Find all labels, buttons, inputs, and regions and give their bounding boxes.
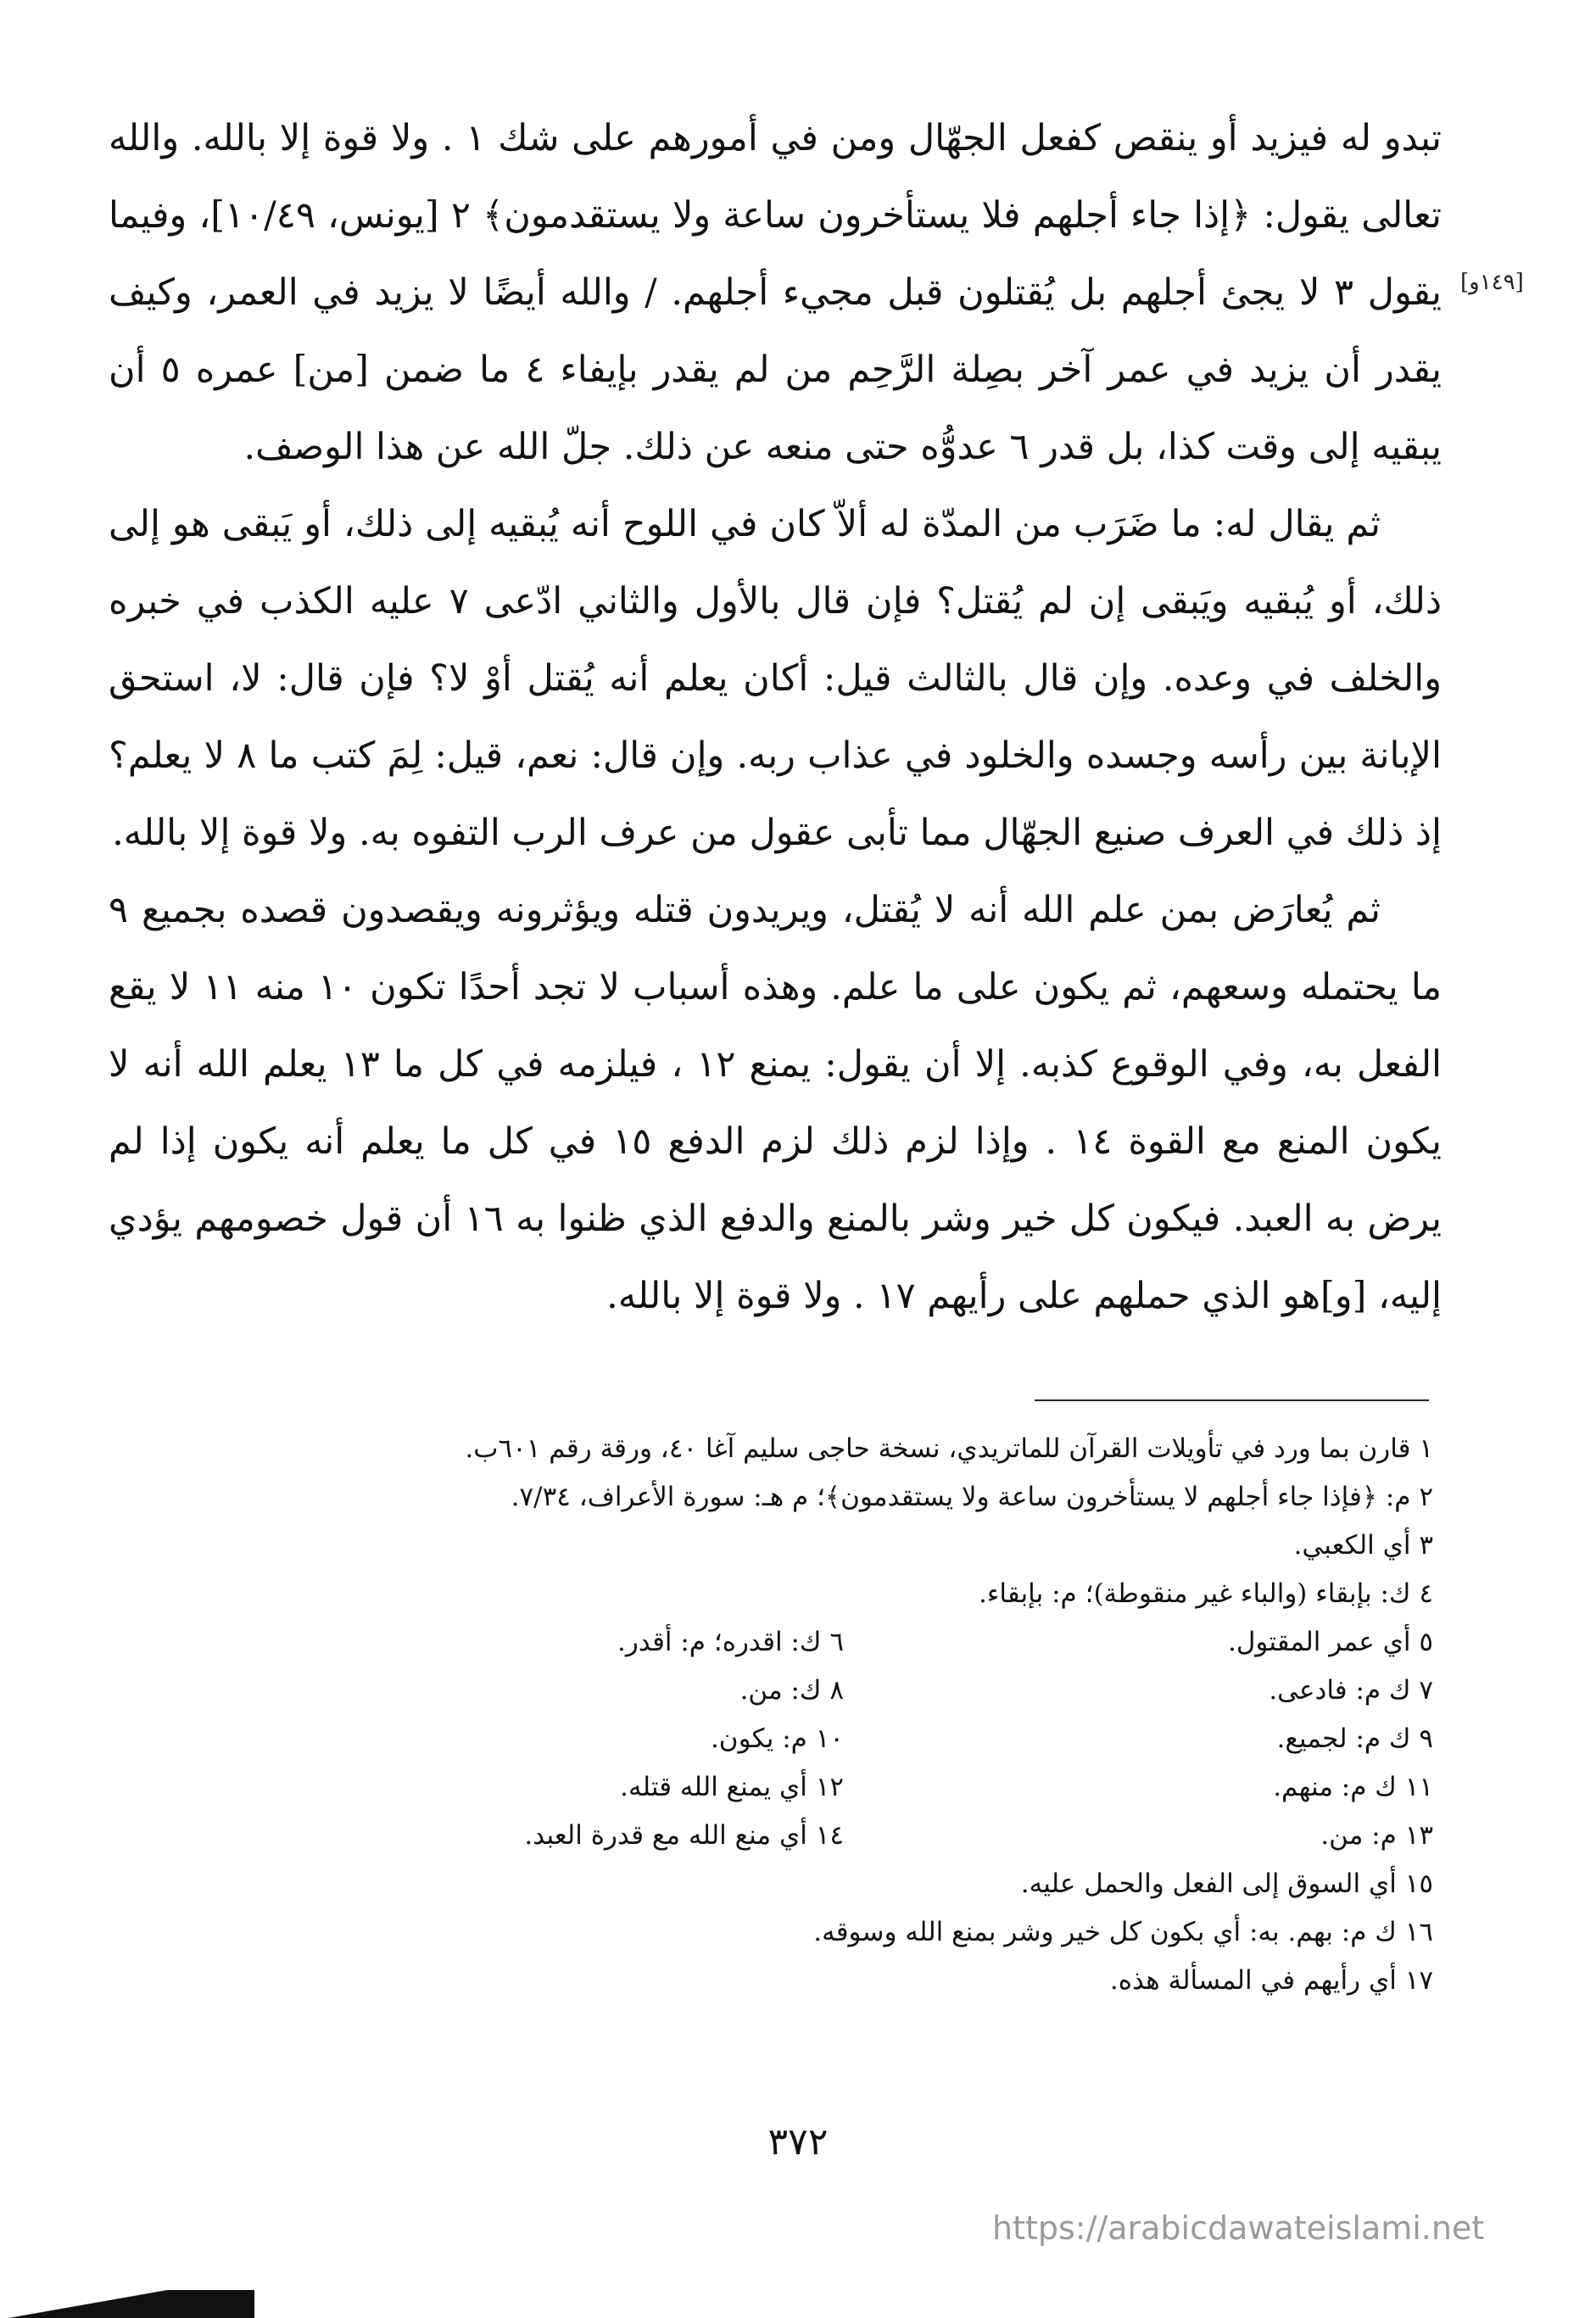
paragraph-1: تبدو له فيزيد أو ينقص كفعل الجهّال ومن في أمورهم على شك ١ . ولا قوة إلا بالله. والله تعالى يقول: ﴿إذا جاء أجلهم فلا يستأخرون ساعة ولا يستقدمون﴾ ٢ [يونس، ١٠/٤٩]، وفيما يقول ٣ لا يجئ أجلهم بل يُقتلون قبل مجيء أجلهم. / والله أيضًا لا يزيد في العمر، وكيف يقدر أن يزيد في عمر آخر بصِلة الرَّحِم من لم يقدر بإيفاء ٤ ما ضمن [من] عمره ٥ أن يبقيه إلى وقت كذا، بل قدر ٦ عدوُّه حتى منعه عن ذلك. جلّ الله عن هذا الوصف. — [109, 117, 1442, 468]
footnote-17: ١٧ أي رأيهم في المسألة هذه. — [1109, 1965, 1433, 1996]
scan-edge-mark — [0, 2290, 254, 2318]
paragraph-2: ثم يقال له: ما ضَرَب من المدّة له ألاّ كان في اللوح أنه يُبقيه إلى ذلك، أو يَبقى هو إلى ذلك، أو يُبقيه ويَبقى إن لم يُقتل؟ فإن قال بالأول والثاني ادّعى ٧ عليه الكذب في خبره والخلف في وعده. وإن قال بالثالث قيل: أكان يعلم أنه يُقتل أوْ لا؟ فإن قال: لا، استحق الإبانة بين رأسه وجسده والخلود في عذاب ربه. وإن قال: نعم، قيل: لِمَ كتب ما ٨ لا يعلم؟ إذ ذلك في العرف صنيع الجهّال مما تأبى عقول من عرف الرب التفوه به. ولا قوة إلا بالله. — [109, 503, 1442, 854]
footnote-11: ١١ ك م: منهم. — [1273, 1772, 1433, 1802]
footnote-2: ٢ م: ﴿فإذا جاء أجلهم لا يستأخرون ساعة ولا يستقدمون﴾؛ م هـ: سورة الأعراف، ٧/٣٤. — [511, 1482, 1433, 1512]
footnote-7: ٧ ك م: فادعى. — [1269, 1675, 1433, 1706]
footnote-14: ١٤ أي منع الله مع قدرة العبد. — [524, 1820, 844, 1851]
footnote-12: ١٢ أي يمنع الله قتله. — [620, 1772, 844, 1802]
paragraph-3: ثم يُعارَض بمن علم الله أنه لا يُقتل، ويريدون قتله ويؤثرونه ويقصدون قصده بجميع ٩ ما يحتمله وسعهم، ثم يكون على ما علم. وهذه أسباب لا تجد أحدًا تكون ١٠ منه ١١ لا يقع الفعل به، وفي الوقوع كذبه. إلا أن يقول: يمنع ١٢ ، فيلزمه في كل ما ١٣ يعلم الله أنه لا يكون المنع مع القوة ١٤ . وإذا لزم ذلك لزم الدفع ١٥ في كل ما يعلم أنه يكون إذا لم يرض به العبد. فيكون كل خير وشر بالمنع والدفع الذي ظنوا به ١٦ أن قول خصومهم يؤدي إليه، [و]هو الذي حملهم على رأيهم ١٧ . ولا قوة إلا بالله. — [109, 889, 1443, 1317]
footnote-3: ٣ أي الكعبي. — [1293, 1530, 1433, 1561]
main-text — [109, 100, 1442, 1335]
footnote-1: ١ قارن بما ورد في تأويلات القرآن للماتريدي، نسخة حاجى سليم آغا ٤٠، ورقة رقم ٦٠١ب. — [465, 1433, 1433, 1464]
footnote-15: ١٥ أي السوق إلى الفعل والحمل عليه. — [1020, 1868, 1433, 1899]
footnote-10: ١٠ م: يكون. — [710, 1723, 844, 1754]
page-number: ٣٧٢ — [767, 2120, 829, 2164]
watermark-url: https://arabicdawateislami.net — [992, 2209, 1485, 2247]
folio-reference: [١٤٩و] — [1460, 270, 1524, 295]
footnote-9: ٩ ك م: لجميع. — [1276, 1723, 1433, 1754]
footnote-divider — [1035, 1399, 1429, 1401]
footnote-4: ٤ ك: بإبقاء (والباء غير منقوطة)؛ م: بإبقاء. — [979, 1578, 1433, 1609]
footnote-6: ٦ ك: اقدره؛ م: أقدر. — [617, 1627, 844, 1657]
footnote-16: ١٦ ك م: بهم. به: أي بكون كل خير وشر بمنع الله وسوقه. — [813, 1917, 1433, 1947]
footnote-13: ١٣ م: من. — [1320, 1820, 1433, 1851]
footnotes — [254, 1425, 1433, 2005]
footnote-5: ٥ أي عمر المقتول. — [1227, 1627, 1433, 1657]
footnote-8: ٨ ك: من. — [739, 1675, 844, 1706]
